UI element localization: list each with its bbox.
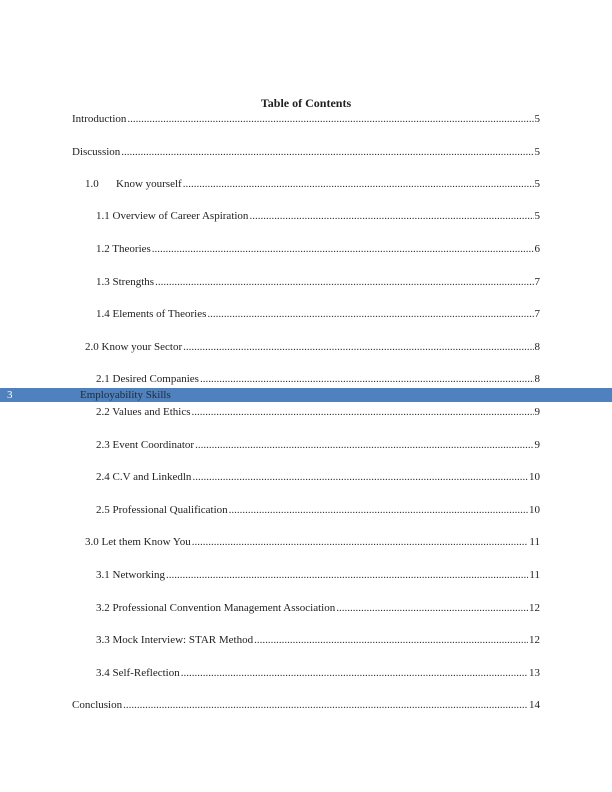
header-band (0, 388, 612, 402)
band-page-number: 3 (7, 389, 13, 401)
dot-leader (183, 178, 534, 191)
toc-entry-mock-interview[interactable] (96, 634, 540, 647)
toc-entry-label: 2.3 Event Coordinator (96, 439, 195, 451)
toc-page-number: 8 (534, 341, 540, 353)
toc-entry-let-them-know-you[interactable] (85, 536, 540, 549)
toc-page-number: 12 (529, 634, 540, 646)
dot-leader (152, 243, 534, 256)
toc-entry-label: Conclusion (72, 699, 123, 711)
band-title: Employability Skills (80, 389, 171, 401)
toc-entry-label: 1.2 Theories (96, 243, 151, 255)
section-number: 1.0 (85, 178, 99, 190)
toc-entry-label: 1.1 Overview of Career Aspiration (96, 210, 249, 222)
toc-entry-pcma[interactable] (96, 602, 540, 615)
toc-entry-label: 2.2 Values and Ethics (96, 406, 191, 418)
toc-page-number: 14 (529, 699, 540, 711)
toc-entry-elements-of-theories[interactable] (96, 308, 540, 321)
toc-page-number: 5 (534, 146, 540, 158)
dot-leader (336, 602, 528, 615)
toc-page-number: 8 (534, 373, 540, 385)
dot-leader (123, 699, 528, 712)
dot-leader (207, 308, 533, 321)
dot-leader (181, 667, 528, 680)
toc-entry-know-your-sector[interactable] (85, 341, 540, 354)
dot-leader (192, 471, 528, 484)
dot-leader (183, 341, 533, 354)
dot-leader (155, 276, 533, 289)
toc-entry-professional-qualification[interactable] (96, 504, 540, 517)
dot-leader (195, 439, 533, 452)
toc-entry-cv-and-linkedin[interactable] (96, 471, 540, 484)
toc-page-number: 13 (529, 667, 540, 679)
toc-entry-label: 2.0 Know your Sector (85, 341, 183, 353)
toc-page-number: 5 (534, 178, 540, 190)
dot-leader (249, 210, 533, 223)
dot-leader (229, 504, 528, 517)
toc-entry-label: 3.2 Professional Convention Management Association (96, 602, 336, 614)
toc-page-number: 10 (529, 471, 540, 483)
toc-title: Table of Contents (260, 96, 352, 110)
toc-entry-conclusion[interactable] (72, 699, 540, 712)
toc-entry-label: Discussion (72, 146, 121, 158)
toc-entry-desired-companies[interactable] (96, 373, 540, 386)
toc-entry-label: 1.3 Strengths (96, 276, 155, 288)
toc-entry-know-yourself[interactable] (85, 178, 540, 191)
toc-entry-label: 3.1 Networking (96, 569, 166, 581)
toc-page-number: 5 (534, 210, 540, 222)
toc-page-number: 9 (534, 406, 540, 418)
toc-entry-career-aspiration[interactable] (96, 210, 540, 223)
toc-page-number: 7 (534, 276, 540, 288)
dot-leader (127, 113, 533, 126)
toc-entry-label: 3.3 Mock Interview: STAR Method (96, 634, 254, 646)
toc-page-number: 12 (529, 602, 540, 614)
toc-entry-label: 3.0 Let them Know You (85, 536, 191, 548)
toc-entry-label: 3.4 Self-Reflection (96, 667, 180, 679)
toc-entry-networking[interactable] (96, 569, 540, 582)
toc-entry-label: 2.5 Professional Qualification (96, 504, 228, 516)
dot-leader (192, 406, 534, 419)
section-title: Know yourself (116, 178, 182, 190)
toc-page-number: 5 (534, 113, 540, 125)
toc-entry-label (85, 178, 182, 191)
toc-entry-label: 2.4 C.V and Linkedln (96, 471, 192, 483)
toc-page-number: 6 (534, 243, 540, 255)
toc-entry-label: 1.4 Elements of Theories (96, 308, 207, 320)
toc-page-number: 7 (534, 308, 540, 320)
toc-entry-theories[interactable] (96, 243, 540, 256)
toc-entry-label: 2.1 Desired Companies (96, 373, 199, 385)
toc-page-number: 11 (529, 536, 540, 548)
dot-leader (166, 569, 528, 582)
dot-leader (200, 373, 534, 386)
toc-entry-event-coordinator[interactable] (96, 439, 540, 452)
toc-entry-label: Introduction (72, 113, 127, 125)
toc-page-number: 11 (529, 569, 540, 581)
toc-entry-strengths[interactable] (96, 276, 540, 289)
toc-entry-discussion[interactable] (72, 146, 540, 159)
toc-page-number: 10 (529, 504, 540, 516)
toc-page-number: 9 (534, 439, 540, 451)
dot-leader (121, 146, 533, 159)
toc-entry-values-and-ethics[interactable] (96, 406, 540, 419)
toc-entry-self-reflection[interactable] (96, 667, 540, 680)
dot-leader (254, 634, 528, 647)
toc-entry-introduction[interactable] (72, 113, 540, 126)
dot-leader (192, 536, 529, 549)
